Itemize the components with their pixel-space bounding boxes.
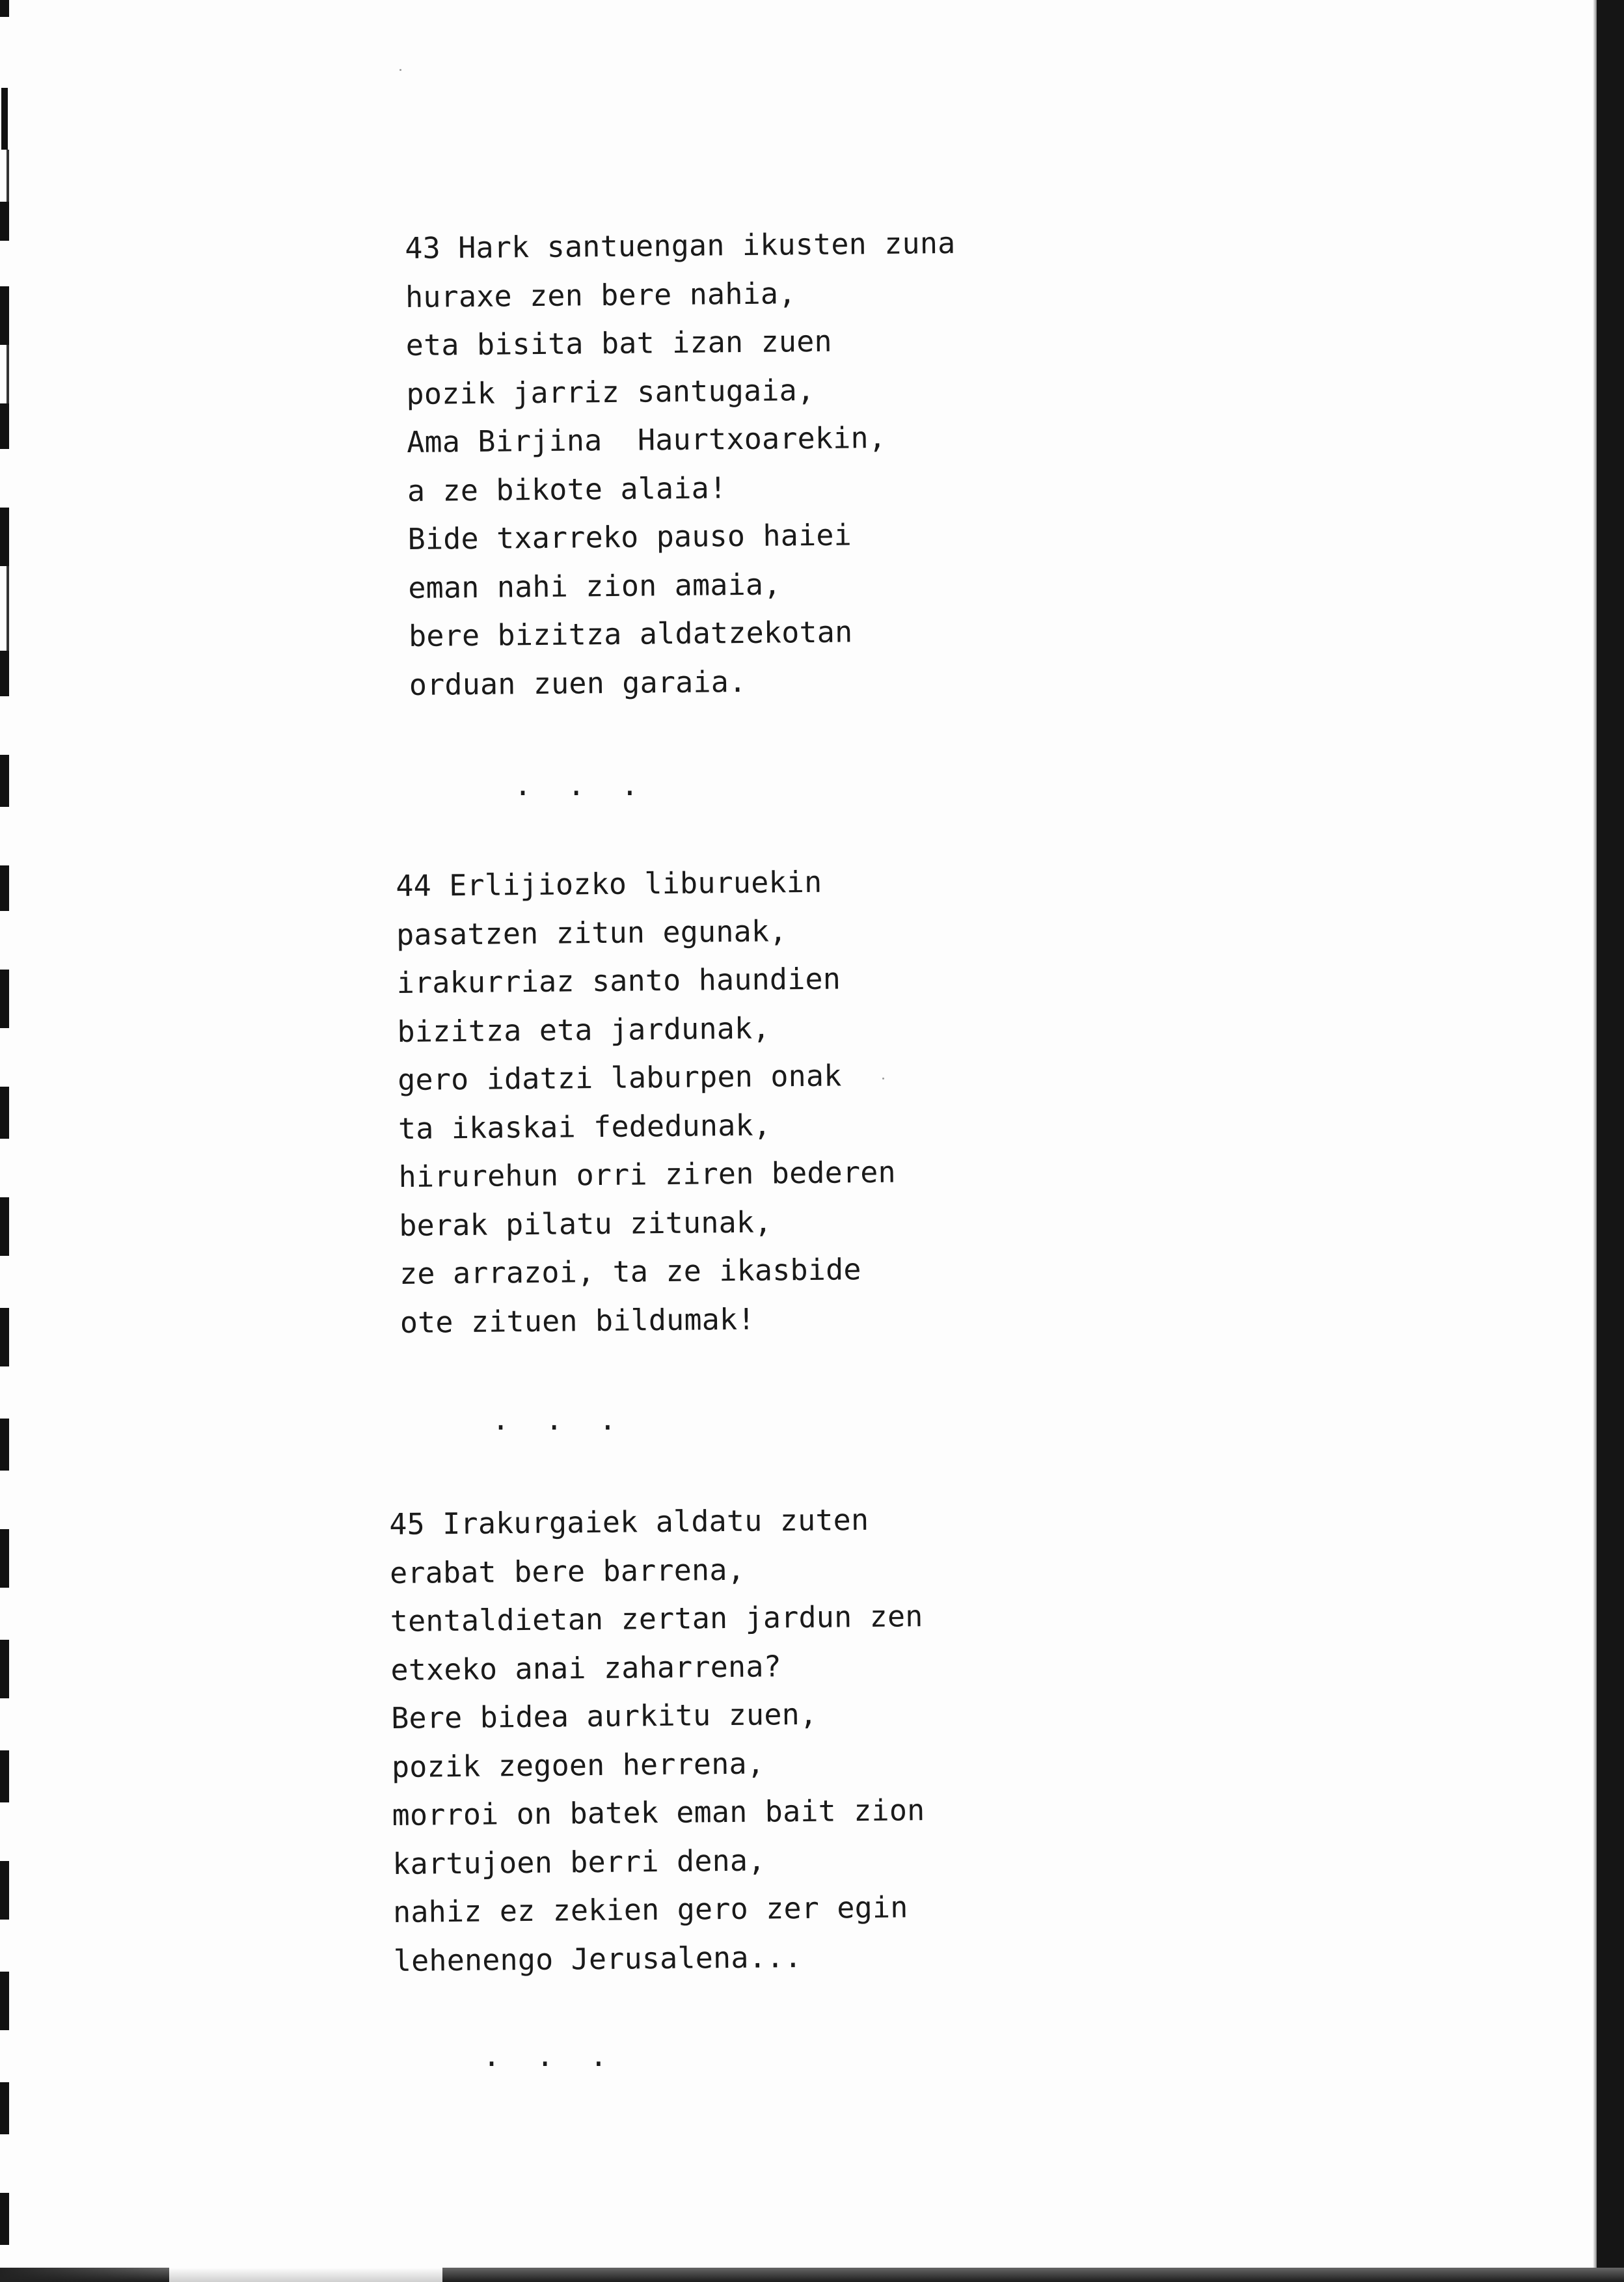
poem-line: eta bisita bat izan zuen bbox=[405, 323, 833, 362]
poem-line: kartujoen berri dena, bbox=[392, 1842, 766, 1881]
poem-line: nahiz ez zekien gero zer egin bbox=[392, 1890, 908, 1929]
poem-line: pasatzen zitun egunak, bbox=[396, 913, 787, 952]
poem-line: 44 Erlijiozko liburuekin bbox=[396, 864, 822, 903]
poem-line: tentaldietan zertan jardun zen bbox=[390, 1599, 923, 1638]
poem-line: 43 Hark santuengan ikusten zuna bbox=[405, 225, 956, 265]
poem-line: orduan zuen garaia. bbox=[409, 664, 747, 702]
stanza-44 bbox=[396, 858, 897, 1347]
poem-line: Bere bidea aurkitu zuen, bbox=[390, 1696, 818, 1735]
stanza-separator: . . . bbox=[492, 1402, 626, 1437]
poem-line: Bide txarreko pauso haiei bbox=[407, 517, 852, 556]
poem-line: a ze bikote alaia! bbox=[407, 470, 727, 508]
poem-line: pozik zegoen herrena, bbox=[391, 1745, 765, 1784]
poem-line: berak pilatu zitunak, bbox=[399, 1204, 772, 1243]
poem-line: ta ikaskai fededunak, bbox=[398, 1107, 772, 1146]
poem-line: pozik jarriz santugaia, bbox=[406, 372, 815, 411]
right-scan-border bbox=[1597, 0, 1624, 2282]
stanza-separator: . . . bbox=[483, 2039, 617, 2073]
poem-line: gero idatzi laburpen onak bbox=[397, 1058, 842, 1097]
stanza-45 bbox=[389, 1495, 927, 1985]
bottom-scan-border bbox=[0, 2268, 1624, 2282]
poem-line: 45 Irakurgaiek aldatu zuten bbox=[389, 1502, 869, 1542]
left-binding-edge bbox=[0, 0, 14, 2282]
poem-line: ote zituen bildumak! bbox=[399, 1301, 755, 1340]
poem-line: etxeko anai zaharrena? bbox=[390, 1648, 782, 1687]
poem-line: bizitza eta jardunak, bbox=[397, 1010, 770, 1049]
poem-line: bere bizitza aldatzekotan bbox=[408, 614, 853, 653]
poem-line: huraxe zen bere nahia, bbox=[405, 275, 796, 314]
poem-line: ze arrazoi, ta ze ikasbide bbox=[399, 1252, 861, 1291]
poem-line: eman nahi zion amaia, bbox=[408, 566, 781, 605]
stanza-separator: . . . bbox=[514, 768, 648, 802]
poem-line: Ama Birjina Haurtxoarekin, bbox=[406, 420, 887, 459]
poem-line: morroi on batek eman bait zion bbox=[392, 1793, 925, 1832]
poem-line: erabat bere barrena, bbox=[389, 1552, 746, 1590]
poem-line: hirurehun orri ziren bederen bbox=[398, 1154, 897, 1194]
stanza-43 bbox=[405, 219, 960, 709]
poem-line: lehenengo Jerusalena... bbox=[393, 1939, 802, 1978]
poem-line: irakurriaz santo haundien bbox=[396, 961, 841, 1000]
